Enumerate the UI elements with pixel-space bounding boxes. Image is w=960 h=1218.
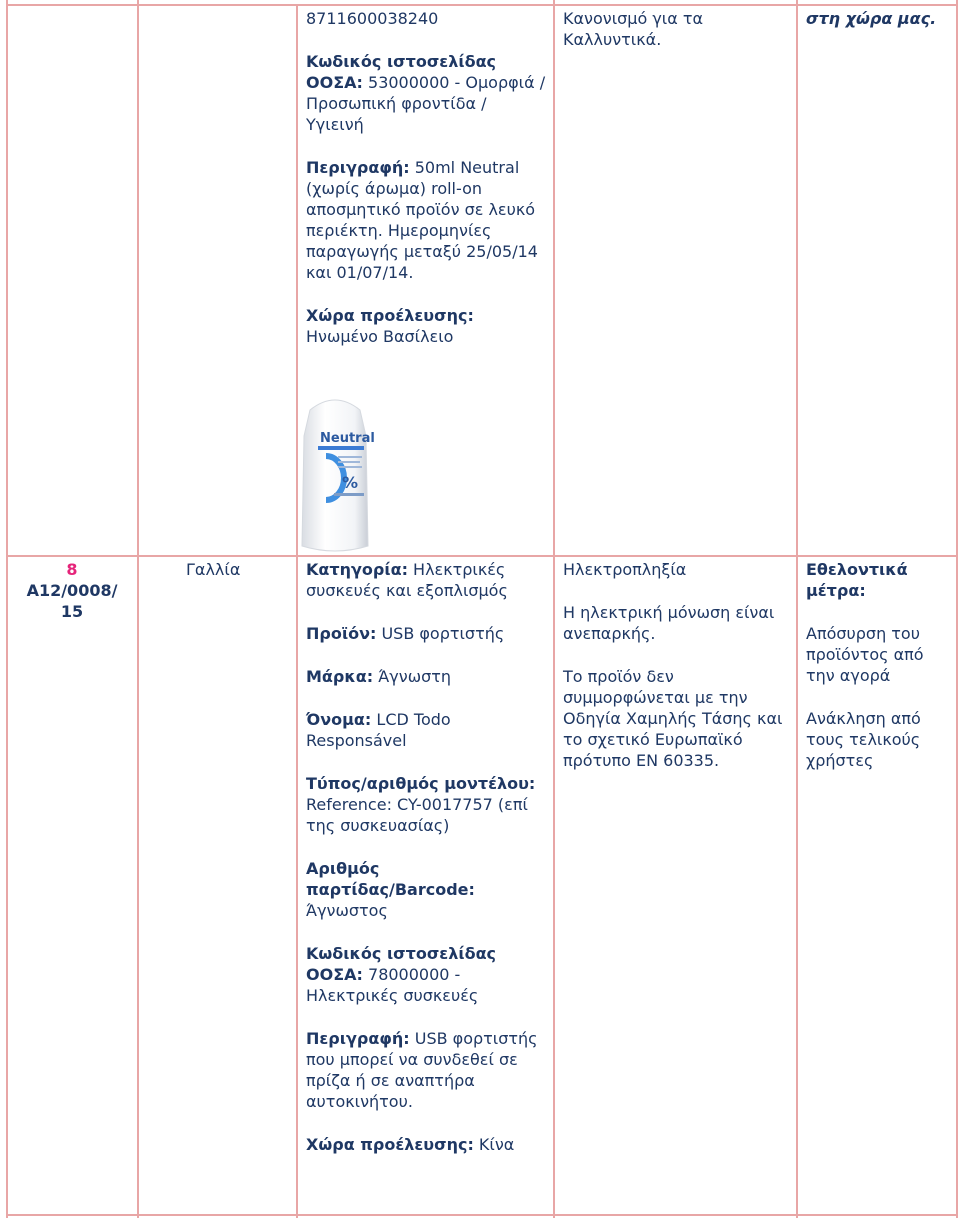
- row2-batch: Αριθμός παρτίδας/Barcode: Άγνωστος: [306, 859, 475, 920]
- table-border-left: [6, 0, 8, 1218]
- svg-text:%: %: [342, 473, 359, 492]
- row1-site-code: Κωδικός ιστοσελίδας ΟΟΣΑ: 53000000 - Ομορφιά / Προσωπική φροντίδα / Υγιεινή: [306, 52, 546, 134]
- row2-risk-type: Ηλεκτροπληξία: [563, 560, 687, 579]
- row1-measures-cell: [806, 8, 951, 51]
- row2-risk-desc-2: Το προϊόν δεν συμμορφώνεται με την Οδηγία Χαμηλής Τάσης και το σχετικό Ευρωπαϊκό πρότυπο EN 60335.: [563, 667, 783, 770]
- row1-measures-text: στη χώρα μας.: [806, 9, 937, 28]
- row2-measures-label: Εθελοντικά μέτρα:: [806, 560, 908, 600]
- row2-description: Περιγραφή: USB φορτιστής που μπορεί να συνδεθεί σε πρίζα ή σε αναπτήρα αυτοκινήτου.: [306, 1029, 538, 1111]
- row2-number: 8: [66, 560, 78, 579]
- row1-legal-text: Κανονισμό για τα Καλλυντικά.: [563, 9, 704, 49]
- row1-origin-label: Χώρα προέλευσης:: [306, 306, 474, 325]
- row2-model: Τύπος/αριθμός μοντέλου: Reference: CY-0017757 (επί της συσκευασίας): [306, 774, 536, 835]
- row2-product-cell: [306, 559, 546, 1177]
- table-border-col1: [137, 0, 139, 1218]
- table-border-bottom: [6, 1214, 958, 1216]
- row2-name: Όνομα: LCD Todo Responsável: [306, 710, 451, 750]
- row2-measure-1: Απόσυρση του προϊόντος από την αγορά: [806, 624, 924, 685]
- row2-site-code: Κωδικός ιστοσελίδας ΟΟΣΑ: 78000000 - Ηλεκτρικές συσκευές: [306, 944, 497, 1005]
- table-border-row-divider: [6, 555, 958, 557]
- row1-legal-cell: [563, 8, 788, 72]
- row2-origin: Χώρα προέλευσης: Κίνα: [306, 1135, 515, 1154]
- product-image-deodorant: [296, 396, 374, 554]
- row2-number-cell: [10, 559, 134, 622]
- row1-barcode: 8711600038240: [306, 9, 439, 28]
- table-border-col4: [796, 0, 798, 1218]
- row2-notifying-country: Γαλλία: [186, 560, 241, 579]
- row2-country-cell: [186, 559, 291, 580]
- row1-description: Περιγραφή: 50ml Neutral (χωρίς άρωμα) roll-on αποσμητικό προϊόν σε λευκό περιέκτη. Ημερομηνίες παραγωγής μεταξύ 25/05/14 και 01/07/14.: [306, 158, 538, 282]
- row2-reference: A12/0008/ 15: [26, 581, 118, 621]
- row2-risk-desc-1: Η ηλεκτρική μόνωση είναι ανεπαρκής.: [563, 603, 775, 643]
- row1-product-cell: [306, 8, 546, 369]
- row2-measure-2: Ανάκληση από τους τελικούς χρήστες: [806, 709, 921, 770]
- row2-measures-cell: [806, 559, 951, 793]
- row2-product: Προϊόν: USB φορτιστής: [306, 624, 505, 643]
- row2-brand: Μάρκα: Άγνωστη: [306, 667, 452, 686]
- svg-text:Neutral: Neutral: [320, 431, 374, 446]
- row2-category: Κατηγορία: Ηλεκτρικές συσκευές και εξοπλισμός: [306, 560, 508, 600]
- table-border-top: [6, 4, 958, 6]
- row1-origin-value: Ηνωμένο Βασίλειο: [306, 327, 454, 346]
- row2-risk-cell: [563, 559, 791, 793]
- table-border-col2: [296, 4, 298, 1218]
- table-border-col3: [553, 0, 555, 1218]
- table-border-right: [956, 0, 958, 1218]
